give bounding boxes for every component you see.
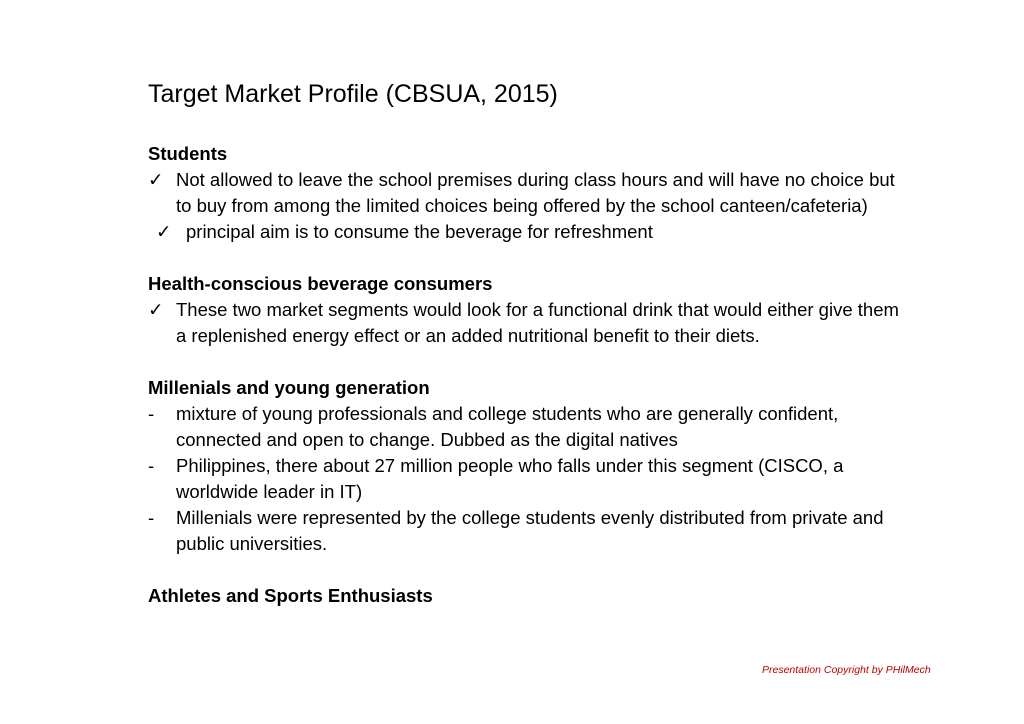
section-heading: Health-conscious beverage consumers: [148, 273, 493, 294]
section-heading: Students: [148, 143, 228, 164]
list-item-text: These two market segments would look for a functional drink that would either give them a replenished energy effect or an added nutritional benefit to their diets.: [176, 299, 899, 346]
list-item: [148, 297, 908, 349]
slide-title: Target Market Profile (CBSUA, 2015): [148, 80, 558, 108]
list-item-text: Millenials were represented by the college students evenly distributed from private and public universities.: [176, 507, 884, 554]
list-item-text: mixture of young professionals and college students who are generally confident, connected and open to change. Dubbed as the digital natives: [176, 403, 839, 450]
section-millenials: [148, 375, 908, 557]
dash-bullet: -: [148, 403, 155, 424]
section-athletes: [148, 583, 908, 609]
list-item: [148, 453, 908, 505]
section-health-conscious: [148, 271, 908, 349]
slide-content: [148, 141, 908, 635]
dash-bullet: -: [148, 507, 155, 528]
list-item-text: Not allowed to leave the school premises during class hours and will have no choice but to buy from among the limited choices being offered by the school canteen/cafeteria): [176, 169, 895, 216]
dash-bullet: -: [148, 455, 155, 476]
list-item-text: principal aim is to consume the beverage for refreshment: [186, 221, 653, 242]
section-students: [148, 141, 908, 245]
list-item: [148, 219, 908, 245]
list-item-text: Philippines, there about 27 million people who falls under this segment (CISCO, a worldwide leader in IT): [176, 455, 844, 502]
list-item: [148, 401, 908, 453]
list-item: [148, 505, 908, 557]
section-heading: Athletes and Sports Enthusiasts: [148, 585, 433, 606]
check-icon: ✓: [148, 299, 164, 320]
copyright-footer: Presentation Copyright by PHilMech: [762, 664, 931, 676]
section-heading: Millenials and young generation: [148, 377, 430, 398]
check-icon: ✓: [156, 221, 172, 242]
list-item: [148, 167, 908, 219]
check-icon: ✓: [148, 169, 164, 190]
